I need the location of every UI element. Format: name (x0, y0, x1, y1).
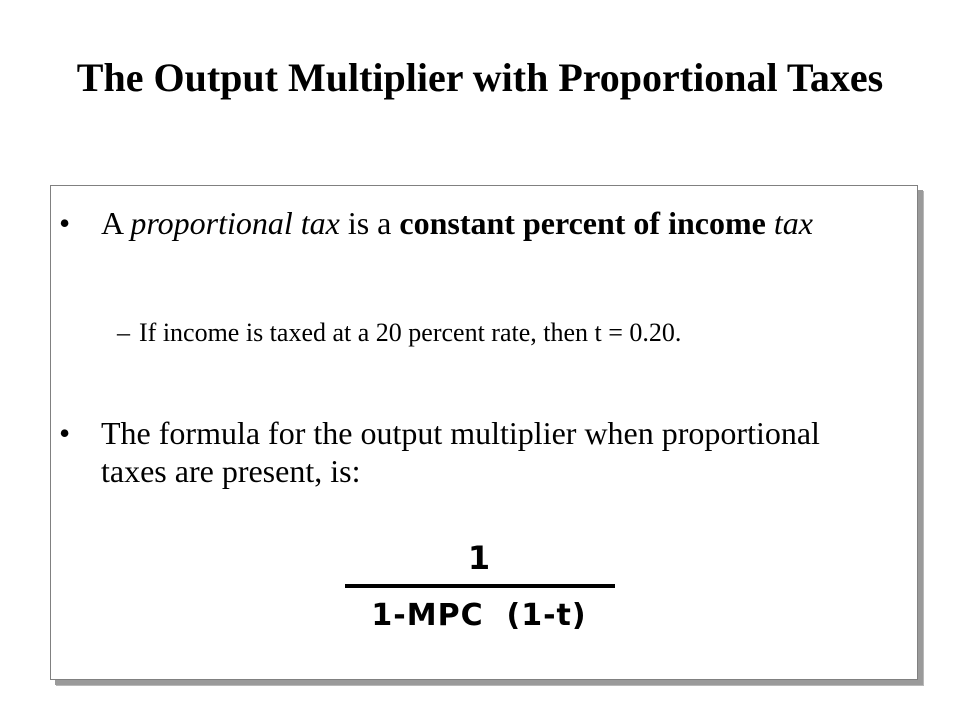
formula-numerator: 1 (467, 539, 491, 577)
text-segment (766, 205, 774, 241)
text-segment: A (101, 205, 131, 241)
bullet-text (101, 204, 859, 242)
fraction-bar (345, 584, 615, 588)
bullet-formula-intro (59, 414, 869, 490)
bold-phrase-constant-percent: constant percent of income (399, 205, 766, 241)
slide-title: The Output Multiplier with Proportional Taxes (76, 55, 884, 100)
content-box (50, 185, 918, 680)
text-segment: is a (339, 205, 400, 241)
bullet-marker: • (59, 205, 71, 241)
italic-word-tax: tax (773, 205, 813, 241)
bullet-text: The formula for the output multiplier when proportional taxes are present, is: (101, 415, 820, 489)
dash-marker: – (117, 318, 130, 347)
bullet-proportional-tax-definition (59, 204, 859, 242)
denominator-text: 1-MPC (1-t) (371, 598, 587, 633)
italic-term-proportional-tax: proportional tax (130, 205, 340, 241)
sub-bullet-tax-rate-example (117, 314, 847, 352)
multiplier-formula (341, 538, 617, 648)
sub-bullet-text: If income is taxed at a 20 percent rate, then t = 0.20. (139, 318, 682, 347)
bullet-marker: • (59, 415, 71, 451)
formula-denominator (341, 596, 617, 636)
